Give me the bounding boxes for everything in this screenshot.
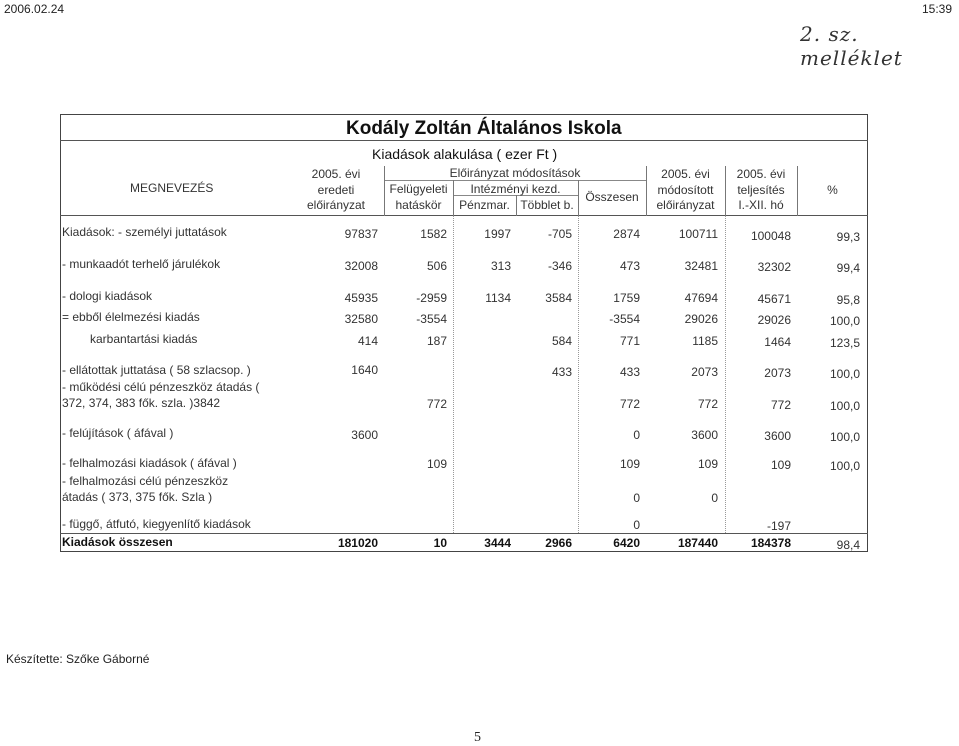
cell-felugy: 109 xyxy=(426,457,447,471)
print-date: 2006.02.24 xyxy=(4,2,65,16)
cell-felugy: 187 xyxy=(426,334,447,348)
cell-telj: 3600 xyxy=(764,429,791,443)
total-divider xyxy=(60,533,868,534)
col-header-mod-1: 2005. évi xyxy=(661,167,710,181)
total-felugy: 10 xyxy=(433,536,447,550)
cell-modositott: 772 xyxy=(697,397,718,411)
col-header-osszesen: Összesen xyxy=(585,190,639,204)
cell-telj: 45671 xyxy=(757,292,791,306)
cell-pct: 100,0 xyxy=(829,430,860,444)
cell-pct: 95,8 xyxy=(836,293,860,307)
handwritten-annotation: 2. sz. melléklet xyxy=(800,22,903,70)
cell-penzmar: 1997 xyxy=(484,227,511,241)
prepared-by: Készítette: Szőke Gáborné xyxy=(6,652,150,666)
row-name: - munkaadót terhelő járulékok xyxy=(62,257,221,271)
cell-osszesen: 109 xyxy=(619,457,640,471)
row-name: - felújítások ( áfával ) xyxy=(62,426,174,440)
print-time: 15:39 xyxy=(922,2,953,16)
cell-felugy: 1582 xyxy=(420,227,447,241)
cell-pct: 100,0 xyxy=(829,314,860,328)
cell-osszesen: 772 xyxy=(619,397,640,411)
cell-osszesen: -3554 xyxy=(609,312,640,326)
row-name-line2: 372, 374, 383 fők. szla. )3842 xyxy=(62,396,221,410)
cell-modositott: 109 xyxy=(697,457,718,471)
cell-osszesen: 433 xyxy=(619,365,640,379)
cell-pct: 100,0 xyxy=(829,367,860,381)
row-name: - dologi kiadások xyxy=(62,289,153,303)
cell-tobblet: 584 xyxy=(551,334,572,348)
cell-osszesen: 473 xyxy=(619,259,640,273)
cell-pct: 99,4 xyxy=(836,261,860,275)
row-name: Kiadások: - személyi juttatások xyxy=(62,225,227,239)
cell-pct: 100,0 xyxy=(829,459,860,473)
row-name: - függő, átfutó, kiegyenlítő kiadások xyxy=(62,517,251,531)
cell-telj: 32302 xyxy=(757,260,791,274)
cell-orig: 32008 xyxy=(344,259,378,273)
cell-modositott: 1185 xyxy=(692,334,718,348)
cell-tobblet: 3584 xyxy=(545,291,572,305)
cell-orig: 3600 xyxy=(351,428,378,442)
col-header-name: MEGNEVEZÉS xyxy=(130,181,214,195)
cell-modositott: 3600 xyxy=(691,428,718,442)
col-header-orig-2: eredeti xyxy=(317,183,355,197)
col-header-telj-2: teljesítés xyxy=(737,183,785,197)
cell-modositott: 0 xyxy=(711,491,718,505)
cell-tobblet: -705 xyxy=(547,227,572,241)
cell-pct: 100,0 xyxy=(829,399,860,413)
page-subtitle: Kiadások alakulása ( ezer Ft ) xyxy=(372,146,558,162)
cell-felugy: -3554 xyxy=(416,312,447,326)
page-number: 5 xyxy=(474,730,481,745)
cell-osszesen: 2874 xyxy=(613,227,640,241)
cell-orig: 1640 xyxy=(351,363,378,377)
cell-osszesen: 0 xyxy=(633,428,640,442)
col-header-penzmar: Pénzmar. xyxy=(459,198,510,212)
page-title: Kodály Zoltán Általános Iskola xyxy=(346,118,622,139)
row-name: = ebből élelmezési kiadás xyxy=(62,310,200,324)
cell-felugy: -2959 xyxy=(416,291,447,305)
col-header-orig-1: 2005. évi xyxy=(311,167,361,181)
cell-telj: 2073 xyxy=(764,366,791,380)
col-header-mod-2: módosított xyxy=(657,183,714,197)
cell-modositott: 47694 xyxy=(684,291,718,305)
cell-osszesen: 0 xyxy=(633,491,640,505)
col-header-felugy-1: Felügyeleti xyxy=(389,182,448,196)
cell-osszesen: 0 xyxy=(633,518,640,532)
cell-penzmar: 1134 xyxy=(485,291,511,305)
cell-modositott: 2073 xyxy=(691,365,718,379)
cell-orig: 45935 xyxy=(344,291,378,305)
row-name: - ellátottak juttatása ( 58 szlacsop. ) xyxy=(62,363,251,377)
cell-felugy: 506 xyxy=(426,259,447,273)
header-divider xyxy=(60,215,868,216)
cell-modositott: 100711 xyxy=(678,227,718,241)
total-tobblet: 2966 xyxy=(545,536,572,550)
total-orig: 181020 xyxy=(337,536,378,550)
total-row-name: Kiadások összesen xyxy=(62,535,173,549)
col-header-telj-1: 2005. évi xyxy=(736,167,786,181)
cell-penzmar: 313 xyxy=(490,259,511,273)
row-name-line2: átadás ( 373, 375 fők. Szla ) xyxy=(62,490,213,504)
cell-modositott: 32481 xyxy=(684,259,718,273)
total-penzmar: 3444 xyxy=(484,536,511,550)
total-osszesen: 6420 xyxy=(613,536,640,550)
row-name: - felhalmozási célú pénzeszköz xyxy=(62,474,229,488)
cell-telj: 100048 xyxy=(750,229,791,243)
cell-modositott: 29026 xyxy=(684,312,718,326)
cell-orig: 414 xyxy=(357,334,378,348)
col-header-mod-group: Előirányzat módosítások xyxy=(449,166,581,180)
total-pct: 98,4 xyxy=(836,538,860,552)
cell-osszesen: 771 xyxy=(619,334,640,348)
col-header-telj-3: I.-XII. hó xyxy=(738,198,784,212)
cell-tobblet: -346 xyxy=(547,259,572,273)
col-header-felugy-2: hatáskör xyxy=(395,198,442,212)
row-name: karbantartási kiadás xyxy=(90,332,198,346)
col-header-orig-3: előirányzat xyxy=(306,198,366,212)
cell-telj: 29026 xyxy=(757,313,791,327)
cell-telj: 109 xyxy=(770,458,791,472)
row-name: - felhalmozási kiadások ( áfával ) xyxy=(62,456,237,470)
mod-group-divider xyxy=(384,180,646,181)
cell-felugy: 772 xyxy=(426,397,447,411)
cell-orig: 97837 xyxy=(344,227,378,241)
cell-pct: 99,3 xyxy=(836,230,860,244)
cell-pct: 123,5 xyxy=(829,336,860,350)
total-telj: 184378 xyxy=(750,536,791,550)
cell-telj: -197 xyxy=(766,519,791,533)
total-modositott: 187440 xyxy=(677,536,718,550)
cell-osszesen: 1759 xyxy=(613,291,640,305)
cell-telj: 772 xyxy=(770,398,791,412)
cell-telj: 1464 xyxy=(764,335,791,349)
col-header-mod-3: előirányzat xyxy=(656,198,715,212)
col-header-pct: % xyxy=(827,183,838,197)
col-header-intez: Intézményi kezd. xyxy=(470,182,561,196)
col-header-tobblet: Többlet b. xyxy=(520,198,574,212)
title-divider xyxy=(60,140,868,141)
row-name: - működési célú pénzeszköz átadás ( xyxy=(62,380,260,394)
cell-orig: 32580 xyxy=(344,312,378,326)
cell-tobblet: 433 xyxy=(551,365,572,379)
